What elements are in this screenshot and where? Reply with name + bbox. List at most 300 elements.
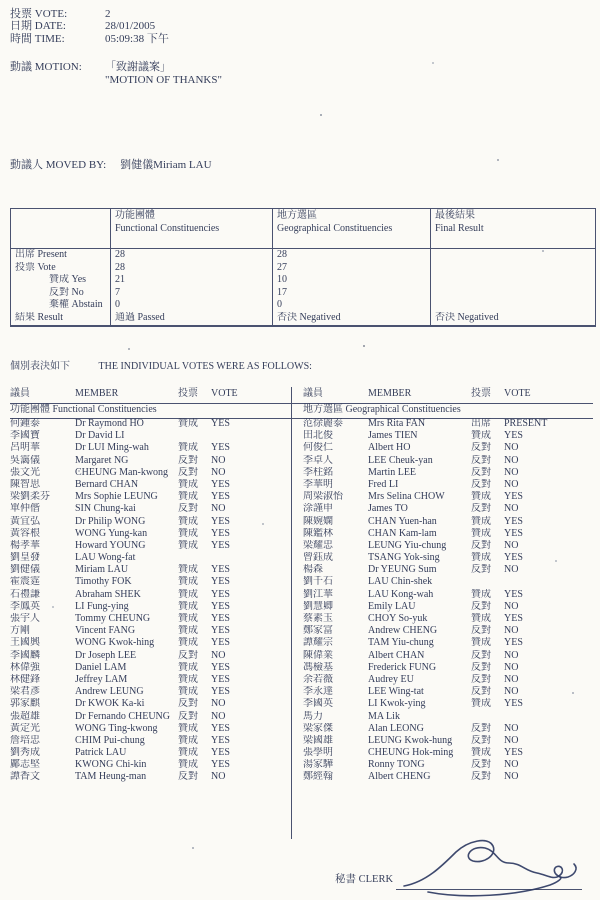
member-name-cn: 何鍾泰 xyxy=(10,418,40,429)
functional-section-en: Functional Constituencies xyxy=(52,404,157,415)
member-vote-row xyxy=(10,540,291,552)
member-vote-cn: 贊成 xyxy=(471,747,491,759)
member-vote-row xyxy=(303,516,583,528)
member-name-en: Patrick LAU xyxy=(75,747,127,759)
member-vote-row xyxy=(303,662,583,674)
member-name-en: LEUNG Yiu-chung xyxy=(368,539,447,551)
geographical-header-cn: 地方選區 xyxy=(277,210,317,221)
member-vote-en: YES xyxy=(211,588,230,600)
member-vote-cn: 贊成 xyxy=(178,637,198,649)
member-vote-row xyxy=(10,418,291,430)
member-name-en: James TO xyxy=(368,503,408,515)
member-name-cn: 李國麟 xyxy=(10,649,40,661)
member-name-en: Dr Fernando CHEUNG xyxy=(75,710,170,722)
member-name-en: Mrs Sophie LEUNG xyxy=(75,491,158,503)
member-vote-row xyxy=(303,589,583,601)
member-name-cn: 梁耀忠 xyxy=(303,539,333,551)
member-name-en: Dr David LI xyxy=(75,430,125,442)
member-name-en: LI Kwok-ying xyxy=(368,698,426,710)
member-name-cn: 楊森 xyxy=(303,564,323,576)
member-name-en: Daniel LAM xyxy=(75,661,127,673)
summary-fc-value: 28 xyxy=(111,249,273,262)
member-name-cn: 黃宜弘 xyxy=(10,515,40,527)
member-vote-row xyxy=(303,735,583,747)
member-vote-cn: 反對 xyxy=(471,478,491,490)
member-vote-en: YES xyxy=(211,722,230,734)
summary-row-label: 反對 No xyxy=(49,286,84,298)
summary-row-label: 棄權 Abstain xyxy=(49,299,103,311)
member-name-en: TAM Yiu-chung xyxy=(368,637,434,649)
scan-noise xyxy=(0,0,2,2)
member-vote-en xyxy=(211,552,291,564)
member-vote-row xyxy=(303,442,583,454)
member-vote-row xyxy=(10,576,291,588)
member-vote-cn: 反對 xyxy=(178,698,198,710)
member-vote-en: YES xyxy=(504,527,523,539)
member-name-en: LEE Cheuk-yan xyxy=(368,454,433,466)
member-name-cn: 譚耀宗 xyxy=(303,637,333,649)
member-name-en: Dr Joseph LEE xyxy=(75,649,137,661)
member-name-cn: 周梁淑怡 xyxy=(303,491,343,503)
vote-col-cn: 投票 xyxy=(178,388,198,399)
member-name-en: Ronny TONG xyxy=(368,759,425,771)
member-vote-row xyxy=(10,759,291,771)
member-vote-row xyxy=(10,698,291,710)
member-vote-en: NO xyxy=(211,710,226,722)
time-row xyxy=(10,33,430,45)
member-vote-en: YES xyxy=(211,442,230,454)
member-vote-row xyxy=(303,418,583,430)
member-vote-row xyxy=(10,674,291,686)
member-vote-cn: 反對 xyxy=(471,503,491,515)
member-vote-cn xyxy=(471,711,504,723)
member-name-cn: 張超雄 xyxy=(10,710,40,722)
summary-table xyxy=(10,208,596,327)
summary-fc-value: 7 xyxy=(111,287,273,300)
member-vote-cn: 反對 xyxy=(471,673,491,685)
member-name-cn: 張文光 xyxy=(10,466,40,478)
member-name-en: LEUNG Kwok-hung xyxy=(368,734,453,746)
functional-header-cn: 功能團體 xyxy=(115,210,155,221)
member-vote-en: YES xyxy=(211,576,230,588)
member-vote-en: YES xyxy=(211,613,230,624)
member-vote-cn: 贊成 xyxy=(471,430,491,442)
functional-vote-rows xyxy=(10,418,291,784)
member-vote-row xyxy=(10,455,291,467)
member-vote-cn: 贊成 xyxy=(178,564,198,576)
member-vote-cn: 贊成 xyxy=(471,588,491,600)
member-vote-en: NO xyxy=(504,600,519,612)
member-vote-row xyxy=(303,759,583,771)
member-vote-row xyxy=(303,503,583,515)
member-vote-row xyxy=(10,650,291,662)
member-vote-en: NO xyxy=(211,454,226,466)
date-label: 日期 DATE: xyxy=(10,20,66,33)
summary-final-value xyxy=(431,262,596,275)
individual-votes-title-cn: 個別表決如下 xyxy=(10,361,70,372)
member-vote-en: NO xyxy=(211,698,226,710)
member-vote-cn: 反對 xyxy=(178,454,198,466)
summary-fc-value: 21 xyxy=(111,274,273,287)
member-name-en: KWONG Chi-kin xyxy=(75,759,147,771)
member-name-cn: 梁君彥 xyxy=(10,686,40,698)
summary-row xyxy=(11,249,596,262)
member-name-cn: 李鳳英 xyxy=(10,600,40,612)
motion-label: 動議 MOTION: xyxy=(10,61,82,74)
member-vote-cn xyxy=(471,576,504,588)
member-col-en: MEMBER xyxy=(368,388,412,399)
member-vote-cn: 反對 xyxy=(471,600,491,612)
member-vote-en: YES xyxy=(211,661,230,673)
member-vote-row xyxy=(10,503,291,515)
member-vote-en: YES xyxy=(504,430,523,442)
member-vote-row xyxy=(10,637,291,649)
member-name-cn: 鄺志堅 xyxy=(10,759,40,771)
summary-col-final xyxy=(431,209,596,249)
member-vote-en: NO xyxy=(504,539,519,551)
member-vote-row xyxy=(303,479,583,491)
member-vote-row xyxy=(303,552,583,564)
member-name-cn: 蔡素玉 xyxy=(303,613,333,624)
individual-votes-section xyxy=(10,360,595,838)
geographical-section-title xyxy=(303,403,583,418)
member-name-en: Dr Raymond HO xyxy=(75,418,144,429)
member-vote-cn: 贊成 xyxy=(178,625,198,637)
member-vote-en: NO xyxy=(211,466,226,478)
member-vote-en: YES xyxy=(211,686,230,698)
member-name-en: Albert HO xyxy=(368,442,411,454)
member-name-en: LAU Kong-wah xyxy=(368,588,434,600)
member-vote-row xyxy=(10,491,291,503)
summary-row xyxy=(11,274,596,287)
vote-number-row xyxy=(10,8,430,20)
member-vote-en: NO xyxy=(504,625,519,637)
member-col-cn: 議員 xyxy=(303,388,323,399)
member-vote-cn: 贊成 xyxy=(471,613,491,624)
moved-by-value: 劉健儀Miriam LAU xyxy=(120,158,212,171)
motion-title-cn: 「致謝議案」 xyxy=(105,61,171,74)
member-name-en: Howard YOUNG xyxy=(75,539,146,551)
summary-final-value xyxy=(431,274,596,287)
summary-final-value: 否決 Negatived xyxy=(431,312,596,326)
final-header-en: Final Result xyxy=(435,222,484,234)
member-vote-cn: 贊成 xyxy=(178,722,198,734)
member-name-cn: 李卓人 xyxy=(303,454,333,466)
member-name-cn: 王國興 xyxy=(10,637,40,649)
member-vote-cn: 贊成 xyxy=(178,442,198,454)
member-vote-cn: 反對 xyxy=(471,734,491,746)
member-name-en: Tommy CHEUNG xyxy=(75,613,151,624)
summary-fc-value: 通過 Passed xyxy=(111,312,273,326)
member-vote-en: NO xyxy=(504,759,519,771)
member-vote-row xyxy=(10,479,291,491)
member-vote-en: NO xyxy=(504,478,519,490)
member-name-en: James TIEN xyxy=(368,430,418,442)
summary-gc-value: 27 xyxy=(273,262,431,275)
member-name-en: Martin LEE xyxy=(368,466,417,478)
member-vote-row xyxy=(10,564,291,576)
member-vote-row xyxy=(10,625,291,637)
member-name-cn: 黃定光 xyxy=(10,722,40,734)
member-name-en: WONG Kwok-hing xyxy=(75,637,155,649)
member-vote-row xyxy=(303,576,583,588)
member-name-en: LI Fung-ying xyxy=(75,600,129,612)
member-name-cn: 吳靄儀 xyxy=(10,454,40,466)
member-vote-row xyxy=(303,698,583,710)
member-name-en: Andrew LEUNG xyxy=(75,686,144,698)
member-vote-en: YES xyxy=(211,515,230,527)
summary-body xyxy=(11,249,596,326)
member-name-en: Andrew CHENG xyxy=(368,625,438,637)
summary-gc-value: 否決 Negatived xyxy=(273,312,431,326)
member-name-cn: 劉健儀 xyxy=(10,564,40,576)
member-vote-cn: 贊成 xyxy=(178,600,198,612)
member-name-cn: 李柱銘 xyxy=(303,466,333,478)
member-name-cn: 黃容根 xyxy=(10,527,40,539)
member-name-en: CHIM Pui-chung xyxy=(75,734,145,746)
member-vote-cn: 反對 xyxy=(471,686,491,698)
vote-meta xyxy=(10,8,430,171)
summary-row xyxy=(11,299,596,312)
member-vote-row xyxy=(10,601,291,613)
member-vote-row xyxy=(303,467,583,479)
member-vote-en: YES xyxy=(211,491,230,503)
member-vote-cn: 反對 xyxy=(471,759,491,771)
time-label: 時間 TIME: xyxy=(10,32,65,45)
member-vote-cn: 反對 xyxy=(178,771,198,783)
member-name-cn: 張學明 xyxy=(303,747,333,759)
summary-fc-value: 28 xyxy=(111,262,273,275)
member-name-cn: 石禮謙 xyxy=(10,588,40,600)
member-vote-cn: 贊成 xyxy=(471,637,491,649)
member-vote-cn: 反對 xyxy=(471,466,491,478)
member-vote-cn: 贊成 xyxy=(178,673,198,685)
member-vote-cn xyxy=(178,552,211,564)
member-name-cn: 霍震霆 xyxy=(10,576,40,588)
summary-gc-value: 28 xyxy=(273,249,431,262)
geographical-votes-header xyxy=(303,387,583,403)
member-name-cn: 范徐麗泰 xyxy=(303,418,343,429)
member-name-en: Dr Philip WONG xyxy=(75,515,146,527)
member-name-en: MA Lik xyxy=(368,710,400,722)
member-name-en: SIN Chung-kai xyxy=(75,503,136,515)
member-vote-en: NO xyxy=(504,564,519,576)
member-name-cn: 劉千石 xyxy=(303,576,333,588)
member-vote-cn: 贊成 xyxy=(178,418,198,429)
member-vote-row xyxy=(10,747,291,759)
member-vote-en: YES xyxy=(211,527,230,539)
member-vote-en xyxy=(504,711,583,723)
member-vote-en: YES xyxy=(211,637,230,649)
member-vote-en xyxy=(504,576,583,588)
member-vote-cn: 反對 xyxy=(178,503,198,515)
member-vote-row xyxy=(10,662,291,674)
member-vote-row xyxy=(303,686,583,698)
member-name-cn: 劉皇發 xyxy=(10,552,40,564)
member-vote-en: NO xyxy=(504,673,519,685)
member-vote-row xyxy=(303,564,583,576)
member-name-cn: 詹培忠 xyxy=(10,734,40,746)
date-row xyxy=(10,20,430,32)
member-vote-cn: 反對 xyxy=(471,564,491,576)
member-vote-row xyxy=(10,589,291,601)
member-vote-row xyxy=(303,613,583,625)
individual-votes-title-en: THE INDIVIDUAL VOTES WERE AS FOLLOWS: xyxy=(98,361,312,372)
member-vote-en: YES xyxy=(211,734,230,746)
member-vote-row xyxy=(303,491,583,503)
member-vote-cn: 贊成 xyxy=(178,734,198,746)
member-name-en: Frederick FUNG xyxy=(368,661,437,673)
functional-votes-header xyxy=(10,387,291,403)
member-name-cn: 鄭經翰 xyxy=(303,771,333,783)
member-name-en: Emily LAU xyxy=(368,600,416,612)
member-vote-en: YES xyxy=(211,478,230,490)
member-name-cn: 郭家麒 xyxy=(10,698,40,710)
member-vote-en: YES xyxy=(211,418,230,429)
member-vote-cn: 贊成 xyxy=(178,527,198,539)
member-name-cn: 梁劉柔芬 xyxy=(10,491,50,503)
vote-number-value: 2 xyxy=(105,8,111,20)
member-vote-row xyxy=(303,674,583,686)
geographical-section-en: Geographical Constituencies xyxy=(345,404,461,415)
vote-number-label: 投票 VOTE: xyxy=(10,8,68,20)
summary-row xyxy=(11,287,596,300)
member-vote-row xyxy=(303,528,583,540)
member-vote-cn: 贊成 xyxy=(178,613,198,624)
member-vote-en: YES xyxy=(211,759,230,771)
member-vote-row xyxy=(303,601,583,613)
summary-final-value xyxy=(431,249,596,262)
member-vote-row xyxy=(303,771,583,783)
member-name-cn: 陳婉嫻 xyxy=(303,515,333,527)
member-vote-cn: 反對 xyxy=(471,625,491,637)
member-name-cn: 劉慧卿 xyxy=(303,600,333,612)
member-name-en: WONG Ting-kwong xyxy=(75,722,158,734)
member-vote-en: NO xyxy=(504,722,519,734)
summary-row-label: 出席 Present xyxy=(15,249,67,260)
motion-title-en: "MOTION OF THANKS" xyxy=(105,73,222,86)
member-vote-cn: 反對 xyxy=(471,442,491,454)
member-vote-cn: 贊成 xyxy=(178,759,198,771)
member-vote-en: PRESENT xyxy=(504,418,548,429)
member-vote-cn: 贊成 xyxy=(178,588,198,600)
member-name-en: CHEUNG Hok-ming xyxy=(368,747,454,759)
member-vote-row xyxy=(303,747,583,759)
vote-col-en: VOTE xyxy=(504,388,531,399)
member-vote-en: NO xyxy=(504,686,519,698)
member-name-en: LAU Wong-fat xyxy=(75,552,136,564)
member-vote-en xyxy=(211,430,291,442)
member-vote-en: NO xyxy=(504,466,519,478)
member-name-cn: 曾鈺成 xyxy=(303,552,333,564)
member-name-cn: 方剛 xyxy=(10,625,30,637)
member-vote-en: YES xyxy=(504,637,523,649)
member-name-cn: 單仲偕 xyxy=(10,503,40,515)
member-name-cn: 陳鑑林 xyxy=(303,527,333,539)
member-vote-row xyxy=(10,723,291,735)
member-name-cn: 梁國雄 xyxy=(303,734,333,746)
member-vote-cn: 贊成 xyxy=(178,686,198,698)
member-name-cn: 梁家傑 xyxy=(303,722,333,734)
member-vote-cn: 反對 xyxy=(471,649,491,661)
member-vote-cn: 出席 xyxy=(471,418,491,429)
geographical-vote-rows xyxy=(303,418,583,784)
final-header-cn: 最後結果 xyxy=(435,210,475,221)
member-name-en: Mrs Selina CHOW xyxy=(368,491,445,503)
member-name-en: Abraham SHEK xyxy=(75,588,141,600)
functional-header-en: Functional Constituencies xyxy=(115,222,220,234)
clerk-signature-icon xyxy=(398,836,588,898)
member-name-cn: 劉秀成 xyxy=(10,747,40,759)
member-name-en: Dr LUI Ming-wah xyxy=(75,442,149,454)
geographical-header-en: Geographical Constituencies xyxy=(277,222,393,234)
date-value: 28/01/2005 xyxy=(105,20,156,33)
member-vote-en: YES xyxy=(504,552,523,564)
member-vote-en: YES xyxy=(504,588,523,600)
member-vote-row xyxy=(303,430,583,442)
member-name-en: Margaret NG xyxy=(75,454,129,466)
member-name-cn: 馬力 xyxy=(303,710,323,722)
member-vote-cn: 贊成 xyxy=(471,527,491,539)
member-name-cn: 譚香文 xyxy=(10,771,40,783)
summary-row-label: 結果 Result xyxy=(15,311,64,323)
member-vote-en: YES xyxy=(211,539,230,551)
summary-gc-value: 17 xyxy=(273,287,431,300)
geographical-votes-column xyxy=(291,387,583,839)
summary-gc-value: 10 xyxy=(273,274,431,287)
motion-value xyxy=(105,61,222,86)
member-vote-row xyxy=(10,516,291,528)
member-name-en: LEE Wing-tat xyxy=(368,686,424,698)
member-vote-cn: 贊成 xyxy=(178,747,198,759)
summary-gc-value: 0 xyxy=(273,299,431,312)
member-vote-cn: 反對 xyxy=(471,771,491,783)
member-col-cn: 議員 xyxy=(10,388,30,399)
member-vote-cn: 反對 xyxy=(178,649,198,661)
member-name-cn: 鄭家富 xyxy=(303,625,333,637)
member-name-en: Dr KWOK Ka-ki xyxy=(75,698,145,710)
member-name-en: CHAN Kam-lam xyxy=(368,527,437,539)
motion-row xyxy=(10,61,430,86)
summary-fc-value: 0 xyxy=(111,299,273,312)
vote-col-en: VOTE xyxy=(211,388,238,399)
member-name-cn: 呂明華 xyxy=(10,442,40,454)
member-name-cn: 田北俊 xyxy=(303,430,333,442)
vote-col-cn: 投票 xyxy=(471,388,491,399)
member-name-cn: 林偉強 xyxy=(10,661,40,673)
member-vote-row xyxy=(10,613,291,625)
member-name-en: Bernard CHAN xyxy=(75,478,139,490)
summary-header-row xyxy=(11,209,596,249)
member-vote-cn: 贊成 xyxy=(471,491,491,503)
member-name-en: CHEUNG Man-kwong xyxy=(75,466,169,478)
member-vote-row xyxy=(10,771,291,783)
member-vote-en: NO xyxy=(504,734,519,746)
member-name-cn: 涂謹申 xyxy=(303,503,333,515)
member-name-cn: 林健鋒 xyxy=(10,673,40,685)
summary-row xyxy=(11,262,596,275)
member-vote-en: NO xyxy=(211,771,226,783)
member-vote-row xyxy=(10,442,291,454)
member-vote-cn: 贊成 xyxy=(178,576,198,588)
clerk-label: 秘書 CLERK xyxy=(335,874,394,885)
member-name-cn: 張宇人 xyxy=(10,613,40,624)
member-vote-row xyxy=(10,552,291,564)
member-vote-en: NO xyxy=(504,771,519,783)
member-vote-row xyxy=(10,430,291,442)
member-vote-en: YES xyxy=(211,600,230,612)
member-vote-cn: 贊成 xyxy=(178,661,198,673)
